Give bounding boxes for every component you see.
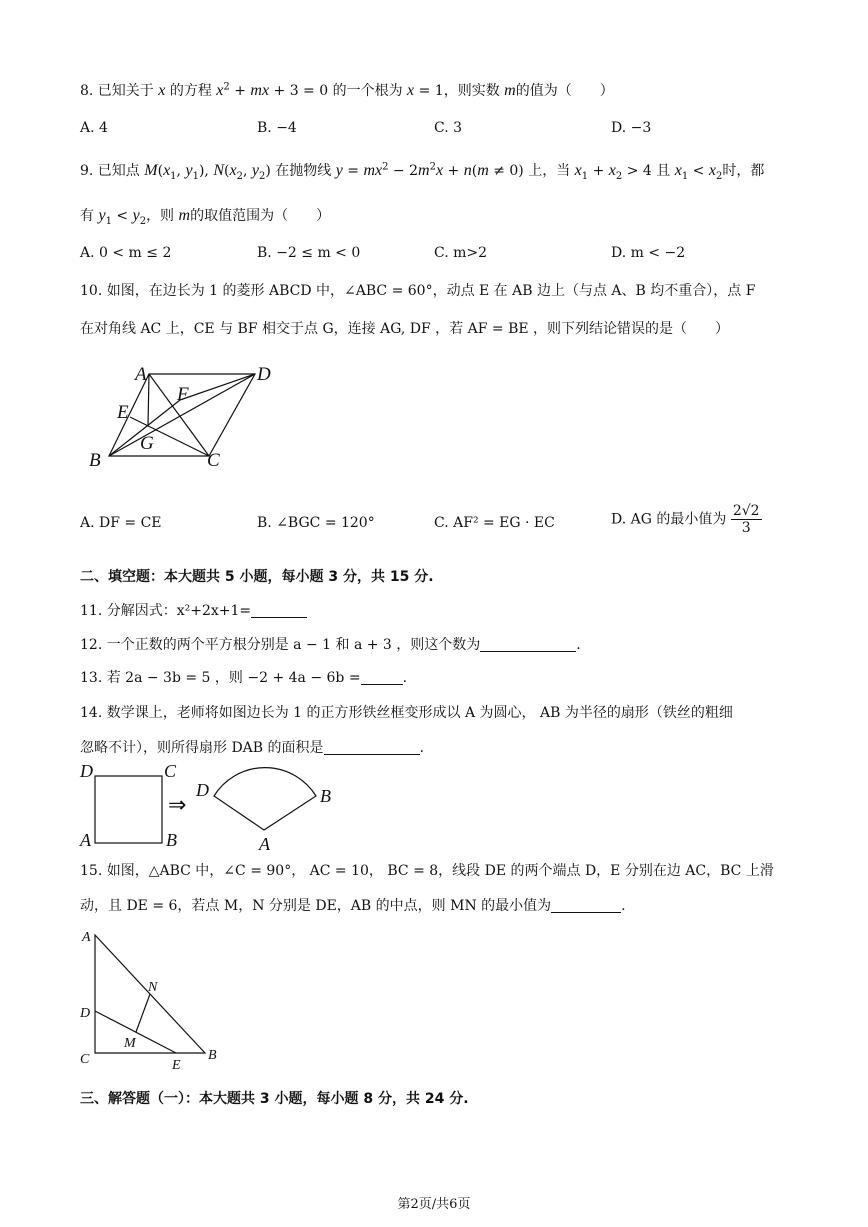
label-n: N <box>148 980 158 995</box>
triangle-figure <box>78 925 228 1073</box>
question-15-line-2: 动，且 DE = 6，若点 M，N 分别是 DE，AB 的中点，则 MN 的最小值为 . <box>80 898 626 914</box>
answer-blank <box>361 670 403 685</box>
label-e: E <box>117 402 129 423</box>
question-10-line-1: 10. 如图，在边长为 1 的菱形 ABCD 中，∠ABC = 60°，动点 E 在 AB 边上（与点 A、B 均不重合），点 F <box>80 283 756 299</box>
sector-dab <box>214 768 316 830</box>
answer-blank <box>551 898 621 913</box>
q8-option-c: C. 3 <box>434 120 463 136</box>
label-c: C <box>80 1052 90 1067</box>
label-d: D <box>80 1006 91 1021</box>
sector-label-a: A <box>259 834 270 854</box>
q10-option-b: B. ∠BGC = 120° <box>257 515 375 531</box>
rhombus-figure <box>85 360 285 470</box>
question-14-line-2: 忽略不计），则所得扇形 DAB 的面积是 . <box>80 740 424 756</box>
label-g: G <box>140 433 154 454</box>
q9-option-c: C. m>2 <box>434 245 488 261</box>
section-3-heading: 三、解答题（一）：本大题共 3 小题，每小题 8 分，共 24 分. <box>80 1091 469 1107</box>
question-10-line-2: 在对角线 AC 上，CE 与 BF 相交于点 G，连接 AG, DF ，若 AF = BE ，则下列结论错误的是（ ） <box>80 321 730 337</box>
question-14-line-1: 14. 数学课上，老师将如图边长为 1 的正方形铁丝框变形成以 A 为圆心， AB 为半径的扇形（铁丝的粗细 <box>80 705 733 721</box>
question-9-line-2: 有 $y_1 < y_2$，则 m的取值范围为（ ） <box>80 207 331 227</box>
square-label-d: D <box>80 761 93 781</box>
label-d: D <box>257 364 271 385</box>
question-15-line-1: 15. 如图，△ABC 中，∠C = 90°， AC = 10， BC = 8，线段 DE 的两个端点 D，E 分别在边 AC，BC 上滑 <box>80 863 774 879</box>
question-8: 8. 已知关于 x 的方程 $x^2$ + mx + 3 = 0 的一个根为 x = 1，则实数 m的值为（ ） <box>80 81 614 99</box>
answer-blank <box>480 637 576 652</box>
label-m: M <box>124 1036 136 1051</box>
segment-mn <box>136 994 150 1032</box>
square-label-b: B <box>166 830 177 850</box>
fraction-two-root-two-over-three: $\frac{2√2}{3}$ <box>732 503 760 536</box>
q8-option-d: D. −3 <box>611 120 652 136</box>
q10-option-a: A. DF = CE <box>80 515 162 531</box>
label-e: E <box>172 1058 181 1073</box>
square-label-a: A <box>80 830 91 850</box>
label-a: A <box>135 364 147 385</box>
label-b: B <box>89 450 101 471</box>
segment-df <box>180 374 255 400</box>
square-abcd <box>95 776 162 843</box>
label-f: F <box>177 384 189 405</box>
label-c: C <box>207 450 220 471</box>
q10-option-d: D. AG 的最小值为 $\frac{2√2}{3}$ <box>611 503 760 536</box>
label-b: B <box>208 1048 217 1063</box>
answer-blank <box>324 740 420 755</box>
answer-blank <box>251 603 307 618</box>
question-9-line-1: 9. 已知点 $M(x_1$, $y_1$), $N(x_2$, $y_2$) 在抛物线 $y = mx^2 - 2m^2x + n(m \ne 0)$ 上，当 $x_1 + x_2 > 4$ 且 $x_1 < x_2$时，都 <box>80 161 765 182</box>
square-label-c: C <box>164 761 177 781</box>
label-a: A <box>82 930 91 945</box>
q9-option-d: D. m < −2 <box>611 245 686 261</box>
sector-label-b: B <box>320 786 331 806</box>
question-12: 12. 一个正数的两个平方根分别是 a − 1 和 a + 3 ，则这个数为 . <box>80 637 581 653</box>
square-to-sector-figure <box>80 760 350 855</box>
question-11: 11. 分解因式：x²+2x+1= <box>80 600 307 620</box>
q9-option-b: B. −2 ≤ m < 0 <box>257 245 361 261</box>
transform-arrow: ⇒ <box>168 793 187 818</box>
q10-option-c: C. AF² = EG · EC <box>434 515 555 531</box>
q8-option-a: A. 4 <box>80 120 108 136</box>
section-2-heading: 二、填空题：本大题共 5 小题，每小题 3 分，共 15 分. <box>80 569 434 585</box>
page-footer: 第2页/共6页 <box>397 1197 471 1212</box>
q9-option-a: A. 0 < m ≤ 2 <box>80 245 172 261</box>
segment-ag <box>148 374 149 426</box>
question-13: 13. 若 2a − 3b = 5 ，则 −2 + 4a − 6b = . <box>80 670 408 686</box>
q8-option-b: B. −4 <box>257 120 297 136</box>
sector-label-d: D <box>196 780 209 800</box>
